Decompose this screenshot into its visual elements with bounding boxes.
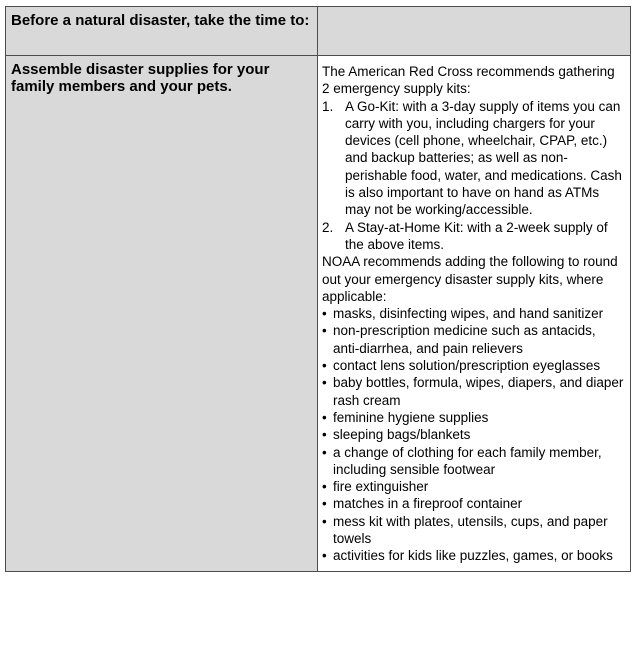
disaster-prep-table (5, 6, 631, 572)
list-item: • activities for kids like puzzles, games, or books (322, 547, 624, 564)
kit-list (322, 98, 624, 254)
list-item: • non-prescription medicine such as antacids, anti-diarrhea, and pain relievers (322, 322, 624, 357)
header-title: Before a natural disaster, take the time to: (11, 12, 310, 29)
list-item: • masks, disinfecting wipes, and hand sanitizer (322, 305, 624, 322)
details-body (318, 56, 630, 571)
details-cell (318, 56, 631, 572)
task-title: Assemble disaster supplies for your family members and your pets. (11, 61, 270, 95)
list-item: • matches in a fireproof container (322, 495, 624, 512)
header-cell-left (6, 7, 318, 56)
kit-number: 1. (322, 98, 334, 114)
kit-text: A Go-Kit: with a 3-day supply of items you can carry with you, including chargers for your devices (cell phone, wheelchair, CPAP, etc.) and backup batteries; as well as non-perishable food, water, and medications. Cash is also important to have on hand as ATMs may not be working/accessible. (345, 98, 622, 218)
task-cell (6, 56, 318, 572)
list-item: • a change of clothing for each family member, including sensible footwear (322, 444, 624, 479)
supply-list (322, 305, 624, 564)
list-item: • feminine hygiene supplies (322, 409, 624, 426)
list-item: • contact lens solution/prescription eyeglasses (322, 357, 624, 374)
list-item (322, 98, 624, 219)
kit-text: A Stay-at-Home Kit: with a 2-week supply of the above items. (345, 219, 608, 252)
header-cell-right (318, 7, 631, 56)
table-header-row (6, 7, 631, 56)
noaa-intro: NOAA recommends adding the following to round out your emergency disaster supply kits, where applicable: (322, 254, 618, 304)
list-item: • fire extinguisher (322, 478, 624, 495)
kit-number: 2. (322, 219, 334, 235)
list-item: • baby bottles, formula, wipes, diapers, and diaper rash cream (322, 374, 624, 409)
list-item (322, 219, 624, 254)
list-item: • mess kit with plates, utensils, cups, and paper towels (322, 513, 624, 548)
red-cross-intro: The American Red Cross recommends gathering 2 emergency supply kits: (322, 64, 615, 97)
table-row (6, 56, 631, 572)
list-item: • sleeping bags/blankets (322, 426, 624, 443)
